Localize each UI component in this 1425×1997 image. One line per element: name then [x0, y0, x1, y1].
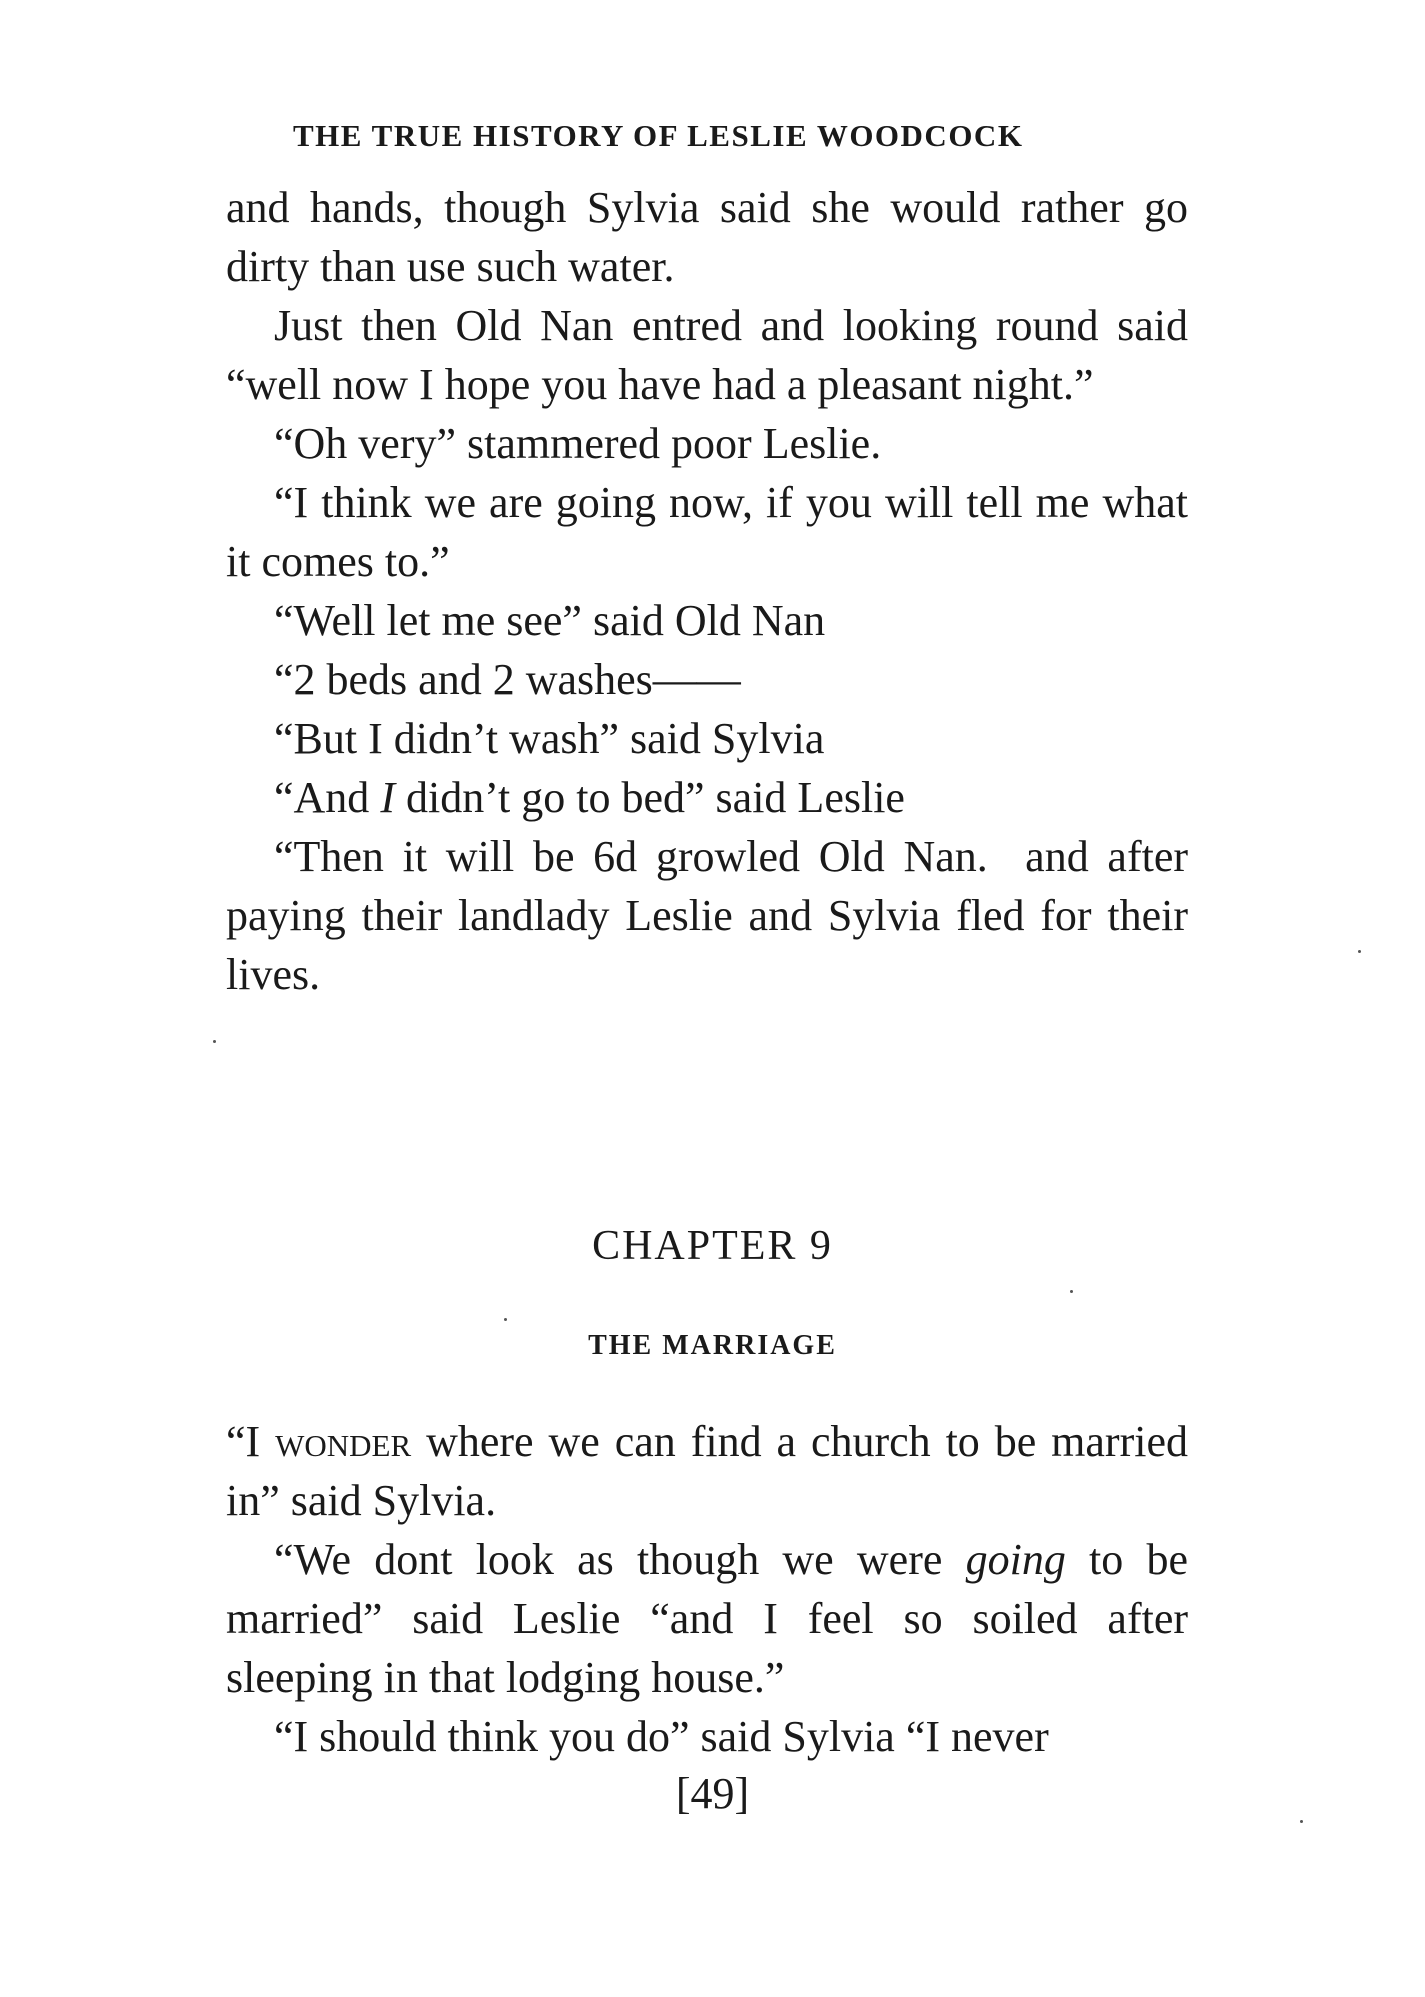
text-run: “We dont look as though we were — [274, 1535, 966, 1584]
paragraph: “Oh very” stammered poor Leslie. — [274, 419, 882, 468]
text-block-after-chapter — [226, 1412, 1188, 1766]
paragraph — [226, 768, 1188, 827]
paper-speck — [1300, 1820, 1303, 1823]
paragraph: and hands, though Sylvia said she would rather go dirty than use such water. — [226, 183, 1188, 291]
italic-text: I — [380, 773, 395, 822]
paragraph: “Then it will be 6d growled Old Nan. and after paying their landlady Leslie and Sylvia fled for their lives. — [226, 832, 1199, 999]
paper-speck — [504, 1318, 507, 1321]
text-run: “And — [274, 773, 381, 822]
running-head: THE TRUE HISTORY OF LESLIE WOODCOCK — [293, 118, 1024, 153]
paper-speck — [213, 1040, 216, 1043]
paper-speck — [1070, 1290, 1073, 1293]
paragraph: “But I didn’t wash” said Sylvia — [274, 714, 825, 763]
text-run: where we can find a church to be married in” said Sylvia. — [226, 1417, 1188, 1525]
paragraph — [226, 1412, 1188, 1530]
text-run: “I — [226, 1417, 276, 1466]
paper-speck — [1358, 950, 1361, 953]
chapter-title: CHAPTER 9 — [592, 1223, 833, 1269]
paragraph: “2 beds and 2 washes—— — [274, 655, 741, 704]
text-block-before-chapter — [226, 178, 1199, 1004]
small-caps-text: wonder — [275, 1417, 412, 1466]
paragraph: Just then Old Nan entred and looking round said “well now I hope you have had a pleasant night.” — [226, 301, 1188, 409]
page-number: [49] — [675, 1769, 750, 1818]
text-run: to be married” said Leslie “and I feel so soiled after sleeping in that lodging house.” — [226, 1535, 1188, 1702]
paragraph: “Well let me see” said Old Nan — [274, 596, 826, 645]
text-run: didn’t go to bed” said Leslie — [394, 773, 905, 822]
paragraph: “I should think you do” said Sylvia “I never — [274, 1712, 1049, 1761]
paragraph — [226, 1530, 1188, 1707]
chapter-subtitle: THE MARRIAGE — [588, 1330, 837, 1361]
paragraph: “I think we are going now, if you will tell me what it comes to.” — [226, 478, 1188, 586]
italic-text: going — [965, 1535, 1066, 1584]
